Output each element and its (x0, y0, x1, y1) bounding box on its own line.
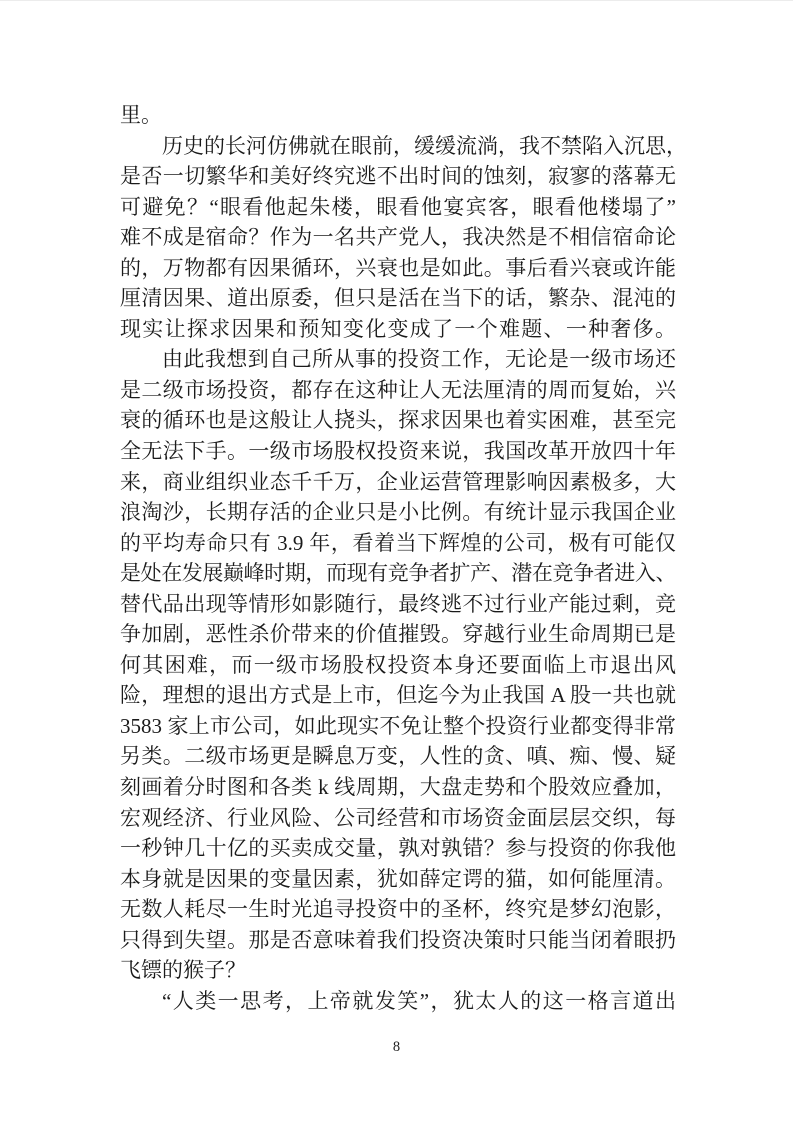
text-line: 何其困难，而一级市场股权投资本身还要面临上市退出风 (120, 652, 676, 677)
text-line: 宏观经济、行业风险、公司经营和市场资金面层层交织，每 (120, 805, 676, 830)
text-line: 的平均寿命只有 3.9 年，看着当下辉煌的公司，极有可能仅 (120, 530, 676, 555)
text-line: “人类一思考，上帝就发笑”，犹太人的这一格言道出 (162, 988, 676, 1013)
text-line: 的，万物都有因果循环，兴衰也是如此。事后看兴衰或许能 (120, 255, 676, 280)
text-line: 3583 家上市公司，如此现实不免让整个投资行业都变得非常 (120, 713, 676, 738)
text-line: 厘清因果、道出原委，但只是活在当下的话，繁杂、混沌的 (120, 286, 676, 311)
text-line: 一秒钟几十亿的买卖成交量，孰对孰错？参与投资的你我他 (120, 836, 676, 861)
text-line: 里。 (120, 103, 162, 127)
text-line: 衰的循环也是这般让人挠头，探求因果也着实困难，甚至完 (120, 408, 676, 433)
text-line: 现实让探求因果和预知变化变成了一个难题、一种奢侈。 (120, 316, 676, 341)
page-number: 8 (392, 1039, 401, 1055)
text-line: 争加剧，恶性杀价带来的价值摧毁。穿越行业生命周期已是 (120, 622, 676, 647)
text-line: 浪淘沙，长期存活的企业只是小比例。有统计显示我国企业 (120, 500, 676, 525)
text-line: 是否一切繁华和美好终究逃不出时间的蚀刻，寂寥的落幕无 (120, 164, 676, 189)
text-line: 替代品出现等情形如影随行，最终逃不过行业产能过剩，竞 (120, 591, 676, 616)
text-line: 难不成是宿命？作为一名共产党人，我决然是不相信宿命论 (120, 225, 676, 250)
text-line: 是二级市场投资，都存在这种让人无法厘清的周而复始，兴 (120, 377, 676, 402)
text-line: 险，理想的退出方式是上市，但迄今为止我国 A 股一共也就 (120, 683, 676, 708)
text-line: 全无法下手。一级市场股权投资来说，我国改革开放四十年 (120, 439, 676, 464)
text-line: 飞镖的猴子？ (120, 958, 246, 983)
text-line: 刻画着分时图和各类 k 线周期，大盘走势和个股效应叠加， (120, 775, 676, 800)
document-text-block (120, 100, 687, 1016)
text-line: 是处在发展巅峰时期，而现有竞争者扩产、潜在竞争者进入、 (120, 561, 676, 586)
text-line: 可避免？“眼看他起朱楼，眼看他宴宾客，眼看他楼塌了” (120, 194, 676, 219)
text-line: 无数人耗尽一生时光追寻投资中的圣杯，终究是梦幻泡影， (120, 897, 676, 922)
text-line: 来，商业组织业态千千万，企业运营管理影响因素极多，大 (120, 469, 676, 494)
text-line: 另类。二级市场更是瞬息万变，人性的贪、嗔、痴、慢、疑 (120, 744, 676, 769)
text-line: 历史的长河仿佛就在眼前，缓缓流淌，我不禁陷入沉思， (162, 133, 687, 158)
text-line: 本身就是因果的变量因素，犹如薛定谔的猫，如何能厘清。 (120, 866, 676, 891)
text-line: 只得到失望。那是否意味着我们投资决策时只能当闭着眼扔 (120, 927, 676, 952)
text-line: 由此我想到自己所从事的投资工作，无论是一级市场还 (162, 347, 676, 372)
